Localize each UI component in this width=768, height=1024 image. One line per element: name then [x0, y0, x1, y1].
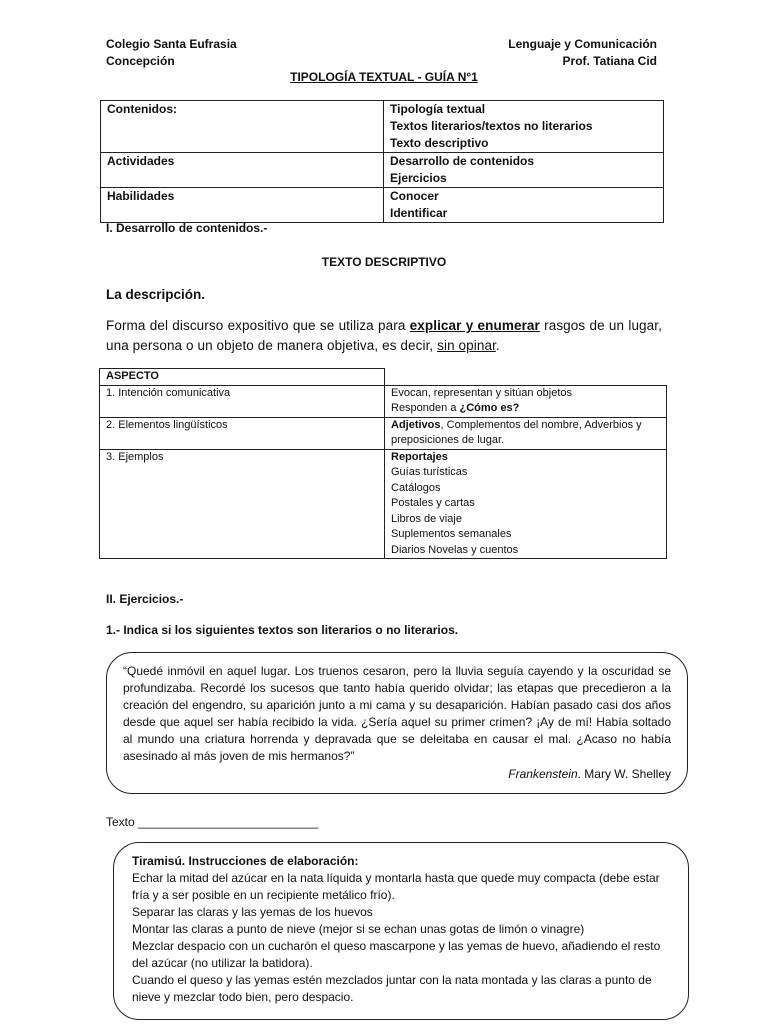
- aspect-cell: 2. Elementos lingüísticos: [100, 417, 385, 449]
- definition-paragraph: [106, 316, 662, 356]
- text-2-line: Montar las claras a punto de nieve (mejor si se echan unas gotas de limón o vinagre): [132, 922, 585, 936]
- section-1-title: I. Desarrollo de contenidos.-: [106, 221, 268, 235]
- table-row: [101, 188, 664, 223]
- text-2-line: Separar las claras y las yemas de los huevos: [132, 905, 373, 919]
- example-item: Reportajes: [391, 450, 448, 463]
- example-item: Catálogos: [391, 481, 441, 494]
- table-row: [100, 369, 667, 386]
- row-items: [384, 101, 664, 153]
- table-row: [101, 153, 664, 188]
- definition-text: rasgos de un lugar, una persona o un objeto de manera objetiva, es decir,: [106, 318, 662, 353]
- list-item: Tipología textual: [390, 102, 486, 116]
- row-label: Actividades: [101, 153, 384, 188]
- detail-cell: [385, 385, 667, 417]
- list-item: Texto descriptivo: [390, 136, 489, 150]
- info-table: [100, 100, 664, 223]
- text-box-1: [106, 652, 688, 794]
- text-2-line: Cuando el queso y las yemas estén mezclados juntar con la nata montada y las claras a punto de nieve y mezclar todo bien, pero despacio.: [132, 973, 652, 1004]
- school-name: Colegio Santa Eufrasia: [106, 37, 237, 51]
- aspect-cell: 1. Intención comunicativa: [100, 385, 385, 417]
- subtopic-title: La descripción.: [106, 287, 206, 302]
- table-row: [100, 417, 667, 449]
- example-item: Diarios Novelas y cuentos: [391, 543, 519, 556]
- detail-emphasis: ¿Cómo es?: [459, 402, 520, 414]
- table-row: [100, 449, 667, 559]
- section-2-title: II. Ejercicios.-: [106, 592, 184, 606]
- detail-line: Responden a: [391, 402, 460, 414]
- aspect-table: [99, 368, 667, 559]
- book-title: Frankenstein: [508, 767, 578, 781]
- list-item: Identificar: [390, 206, 448, 220]
- table-row: [100, 385, 667, 417]
- guide-title: TIPOLOGÍA TEXTUAL - GUÍA N°1: [290, 70, 478, 84]
- row-items: [384, 188, 664, 223]
- subject-name: Lenguaje y Comunicación: [508, 37, 657, 51]
- example-item: Suplementos semanales: [391, 528, 512, 540]
- teacher-name: Prof. Tatiana Cid: [562, 54, 657, 68]
- row-label: Contenidos:: [101, 101, 384, 153]
- topic-title: TEXTO DESCRIPTIVO: [321, 255, 447, 269]
- city-name: Concepción: [106, 54, 175, 68]
- table-row: [101, 101, 664, 153]
- row-label: Habilidades: [101, 188, 384, 223]
- detail-emphasis: Adjetivos: [391, 418, 441, 431]
- example-item: Postales y cartas: [391, 497, 475, 509]
- detail-line: , Complementos del nombre, Adverbios y preposiciones de lugar.: [391, 418, 642, 446]
- definition-emphasis: explicar y enumerar: [409, 318, 540, 333]
- detail-line: Evocan, representan y sitúan objetos: [391, 386, 573, 399]
- table-header: ASPECTO: [100, 369, 385, 386]
- author-name: . Mary W. Shelley: [577, 767, 671, 781]
- aspect-cell: 3. Ejemplos: [100, 449, 385, 559]
- definition-text: .: [495, 338, 500, 353]
- detail-cell: [385, 417, 667, 449]
- exercise-1-title: 1.- Indica si los siguientes textos son literarios o no literarios.: [106, 623, 459, 637]
- answer-line[interactable]: Texto ___________________________: [106, 815, 319, 829]
- row-items: [384, 153, 664, 188]
- list-item: Desarrollo de contenidos: [390, 154, 535, 168]
- text-2-line: Mezclar despacio con un cucharón el queso mascarpone y las yemas de huevo, añadiendo el resto del azúcar (no utilizar la batidora).: [132, 939, 661, 970]
- text-1-body: “Quedé inmóvil en aquel lugar. Los truenos cesaron, pero la lluvia seguía cayendo y la oscuridad se profundizaba. Recordé los sucesos que tanto había querido olvidar; las etapas que precedieron a la creación del engendro, su aparición junto a mi cama y su desaparición. Habían pasado casi dos años desde que aquel ser había recibido la vida. ¿Sería aquel su primer crimen? ¡Ay de mí! Había soltado al mundo una criatura horrenda y depravada que se deleitaba en causar el mal. ¿Acaso no había asesinado al más joven de mis hermanos?”: [123, 664, 671, 763]
- detail-cell: [385, 449, 667, 559]
- text-2-title: Tiramisú. Instrucciones de elaboración:: [132, 854, 359, 868]
- list-item: Textos literarios/textos no literarios: [390, 119, 593, 133]
- text-1-attribution: [123, 766, 671, 783]
- list-item: Ejercicios: [390, 171, 447, 185]
- text-2-line: Echar la mitad del azúcar en la nata líquida y montarla hasta que quede muy compacta (debe estar fría y a ser posible en un recipiente metálico frío).: [132, 871, 660, 902]
- table-empty-cell: [385, 369, 667, 386]
- list-item: Conocer: [390, 189, 439, 203]
- example-item: Libros de viaje: [391, 512, 462, 525]
- definition-underlined: sin opinar: [437, 338, 496, 353]
- definition-text: Forma del discurso expositivo que se utiliza para: [106, 318, 410, 333]
- example-item: Guías turísticas: [391, 466, 468, 478]
- text-box-2: [113, 842, 689, 1020]
